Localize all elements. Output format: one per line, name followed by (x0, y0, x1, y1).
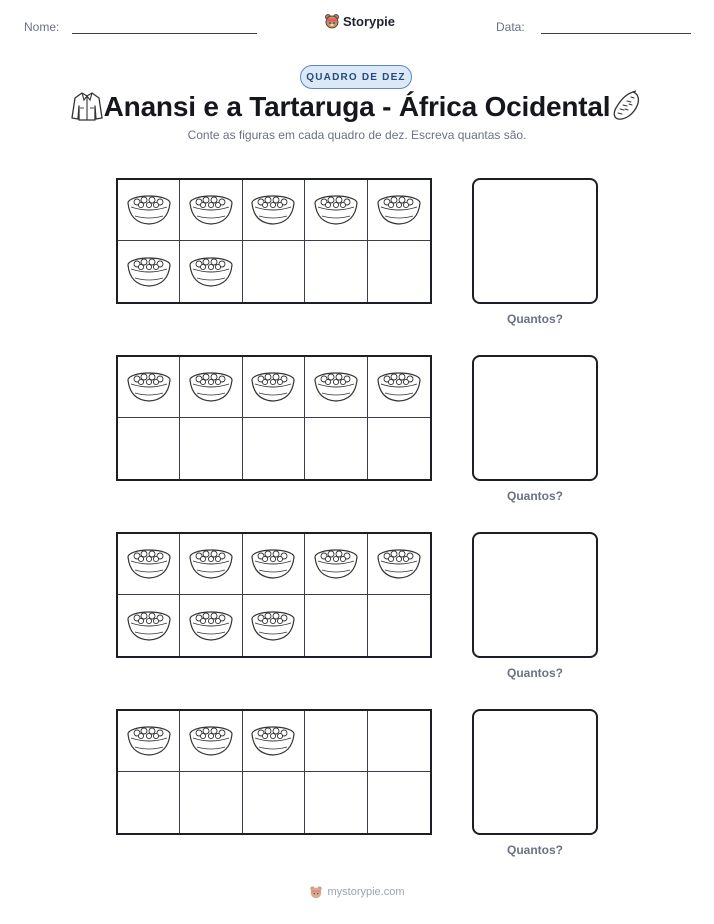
ten-frame-cell (368, 180, 430, 241)
footer-url: mystorypie.com (327, 886, 405, 898)
bear-logo-icon (324, 13, 340, 29)
stew-bowl-icon (313, 370, 359, 404)
ten-frame-cell (305, 595, 367, 656)
ten-frame-3 (116, 532, 432, 658)
stew-bowl-icon (126, 255, 172, 289)
ten-frame-cell (305, 711, 367, 772)
stew-bowl-icon (376, 370, 422, 404)
stew-bowl-icon (250, 193, 296, 227)
ten-frame-cell (118, 241, 180, 302)
ten-frame-cell (180, 357, 242, 418)
ten-frame-cell (118, 534, 180, 595)
ten-frame-cell (305, 534, 367, 595)
ten-frame-cell (368, 534, 430, 595)
stew-bowl-icon (188, 547, 234, 581)
footer (0, 885, 714, 899)
ten-frame-cell (118, 595, 180, 656)
stew-bowl-icon (126, 193, 172, 227)
name-label: Nome: (24, 20, 60, 34)
brand (324, 13, 395, 29)
stew-bowl-icon (126, 370, 172, 404)
ten-frame-cell (243, 534, 305, 595)
date-label: Data: (496, 20, 525, 34)
ten-frame-cell (118, 357, 180, 418)
page-instructions: Conte as figuras em cada quadro de dez. Escreva quantas são. (187, 128, 527, 142)
ten-frame-cell (180, 418, 242, 479)
stew-bowl-icon (188, 370, 234, 404)
answer-box-3[interactable] (472, 532, 598, 658)
answer-box-2[interactable] (472, 355, 598, 481)
stew-bowl-icon (313, 193, 359, 227)
ten-frame-4 (116, 709, 432, 835)
answer-prompt-1: Quantos? (507, 312, 563, 326)
brand-name: Storypie (343, 13, 396, 29)
ten-frame-cell (180, 595, 242, 656)
ten-frame-cell (180, 534, 242, 595)
stew-bowl-icon (188, 609, 234, 643)
ten-frame-cell (243, 772, 305, 833)
ten-frame-cell (368, 357, 430, 418)
ten-frame-cell (243, 711, 305, 772)
stew-bowl-icon (250, 724, 296, 758)
ten-frame-cell (118, 711, 180, 772)
ten-frame-cell (180, 180, 242, 241)
stew-bowl-icon (250, 547, 296, 581)
yam-icon (610, 90, 642, 122)
ten-frame-cell (305, 241, 367, 302)
ten-frame-cell (118, 418, 180, 479)
ten-frame-cell (305, 418, 367, 479)
ten-frame-cell (368, 772, 430, 833)
answer-box-1[interactable] (472, 178, 598, 304)
ten-frame-cell (118, 180, 180, 241)
category-badge: QUADRO DE DEZ (300, 65, 412, 89)
stew-bowl-icon (126, 609, 172, 643)
page-title: Anansi e a Tartaruga - África Ocidental (103, 91, 611, 122)
ten-frame-cell (305, 180, 367, 241)
ten-frame-cell (243, 357, 305, 418)
stew-bowl-icon (188, 724, 234, 758)
ten-frame-1 (116, 178, 432, 304)
ten-frame-cell (368, 418, 430, 479)
ten-frame-cell (243, 241, 305, 302)
bear-logo-icon (309, 885, 323, 899)
answer-prompt-3: Quantos? (507, 666, 563, 680)
ten-frame-cell (243, 180, 305, 241)
stew-bowl-icon (126, 547, 172, 581)
stew-bowl-icon (250, 609, 296, 643)
name-line[interactable] (72, 33, 257, 34)
stew-bowl-icon (126, 724, 172, 758)
ten-frame-cell (368, 711, 430, 772)
stew-bowl-icon (376, 193, 422, 227)
ten-frame-cell (180, 772, 242, 833)
ten-frame-2 (116, 355, 432, 481)
stew-bowl-icon (313, 547, 359, 581)
ten-frame-cell (243, 418, 305, 479)
answer-prompt-2: Quantos? (507, 489, 563, 503)
stew-bowl-icon (376, 547, 422, 581)
ten-frame-cell (180, 241, 242, 302)
ten-frame-cell (243, 595, 305, 656)
ten-frame-cell (368, 595, 430, 656)
stew-bowl-icon (188, 193, 234, 227)
ten-frame-cell (118, 772, 180, 833)
answer-prompt-4: Quantos? (507, 843, 563, 857)
ten-frame-cell (368, 241, 430, 302)
ten-frame-cell (305, 772, 367, 833)
stew-bowl-icon (250, 370, 296, 404)
ten-frame-cell (305, 357, 367, 418)
ten-frame-cell (180, 711, 242, 772)
stew-bowl-icon (188, 255, 234, 289)
answer-box-4[interactable] (472, 709, 598, 835)
date-line[interactable] (541, 33, 691, 34)
